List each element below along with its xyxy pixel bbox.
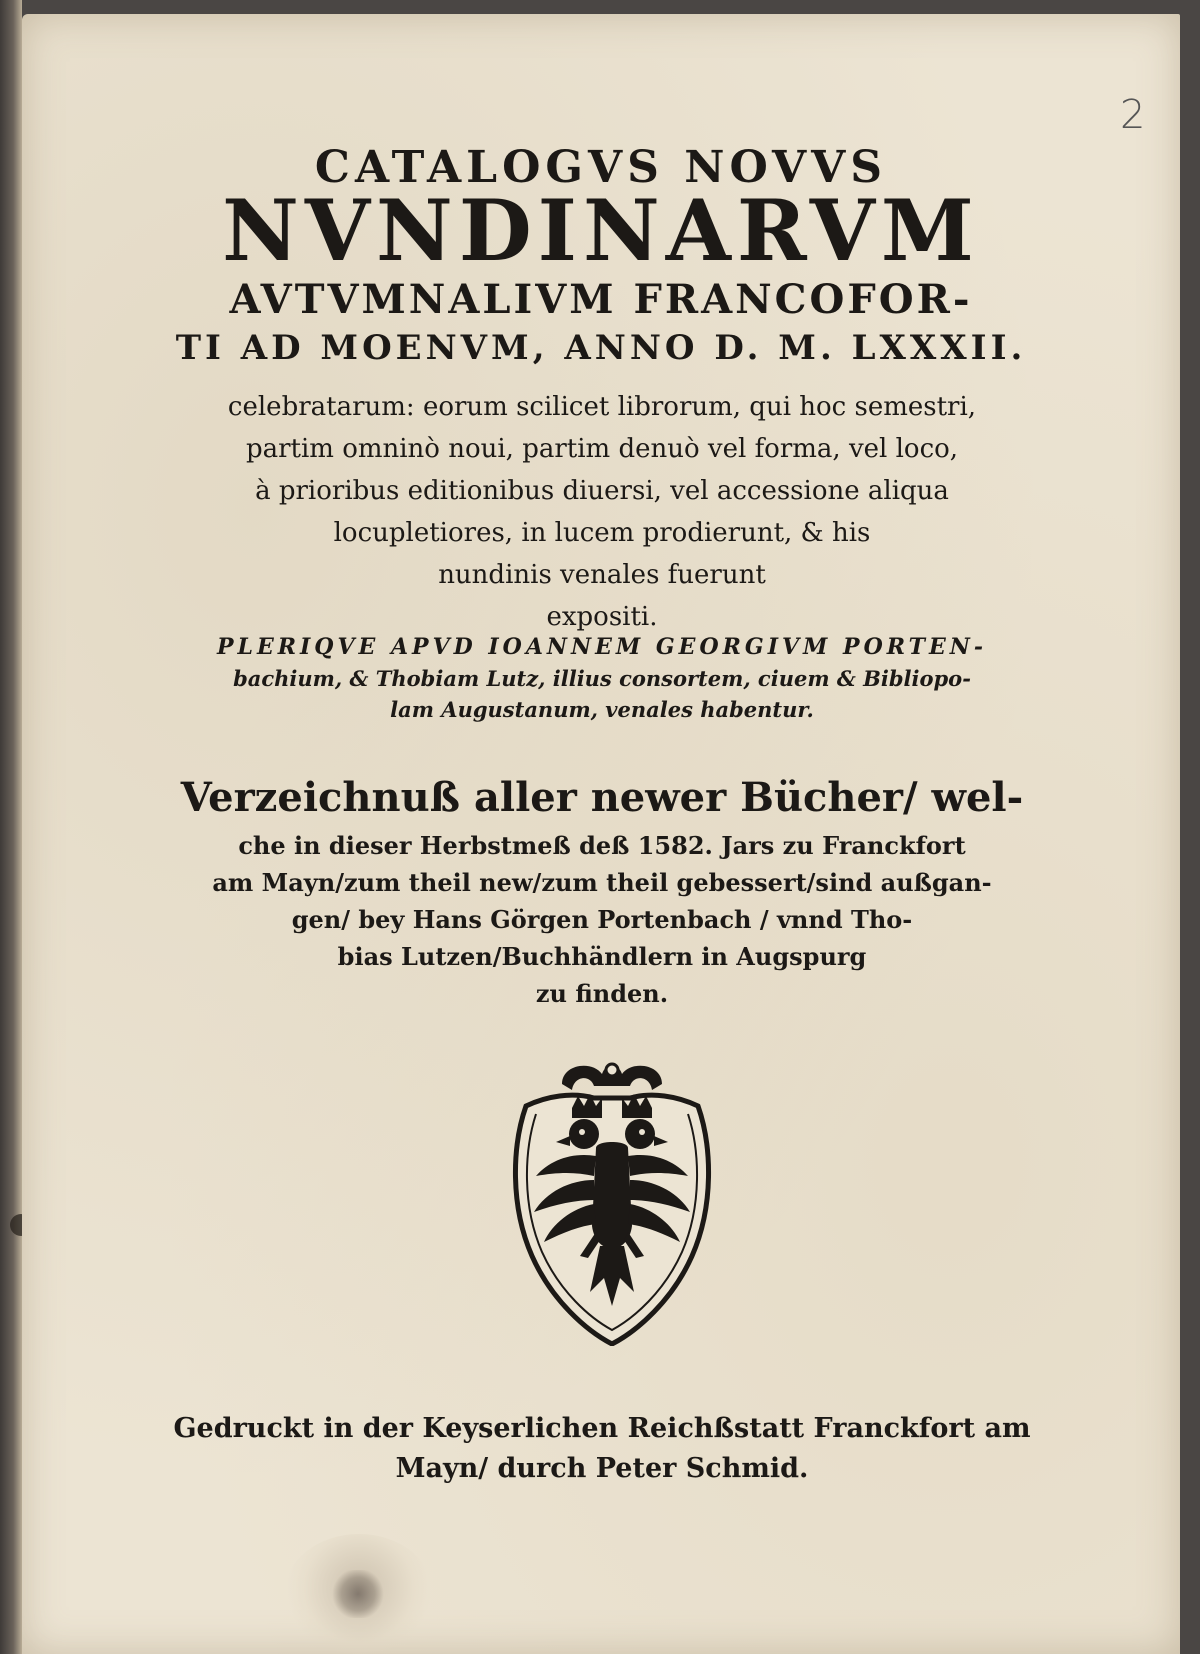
german-line: che in dieser Herbstmeß deß 1582. Jars zu Franckfort [238,831,966,860]
latin-line: locupletiores, in lucem prodierunt, & his [333,518,871,548]
latin-imprint [162,632,1042,725]
latin-line: celebratarum: eorum scilicet librorum, qui hoc semestri, [227,392,977,422]
german-line: bias Lutzen/Buchhändlern in Augspurg [337,942,867,971]
title-line-2: NVNDINARVM [222,181,980,280]
latin-line: nundinis venales fuerunt [438,560,766,590]
latin-line: expositi. [546,602,658,632]
book-page [22,14,1180,1654]
stamp-mark [330,1570,386,1618]
double-headed-eagle-shield-icon [492,1056,732,1346]
imprint-line: lam Augustanum, venales habentur. [390,697,814,722]
german-description [152,769,1052,1012]
imprint-line: bachium, & Thobiam Lutz, illius consortem, ciuem & Bibliopo- [233,666,971,691]
german-line: gen/ bey Hans Görgen Portenbach / vnnd Tho- [291,905,913,934]
title-line-3: AVTVMNALIVM FRANCOFOR- [229,276,973,323]
imprint-line: PLERIQVE APVD IOANNEM GEORGIVM PORTEN- [216,634,988,660]
title-line-1: CATALOGVS NOVVS [314,142,888,193]
title-line-4: TI AD MOENVM, ANNO D. M. LXXXII. [175,328,1027,368]
german-line: Verzeichnuß aller newer Bücher/ wel- [180,774,1024,821]
folio-number: 2 [1120,92,1146,138]
german-line: am Mayn/zum theil new/zum theil gebessert/sind außgan- [212,868,992,897]
latin-line: partim omninò noui, partim denuò vel forma, vel loco, [245,434,959,464]
german-line: zu finden. [535,979,669,1008]
latin-description [152,386,1052,638]
printer-line: Mayn/ durch Peter Schmid. [395,1453,809,1484]
latin-line: à prioribus editionibus diuersi, vel accessione aliqua [255,476,949,506]
scanner-background [0,0,22,1654]
printer-line: Gedruckt in der Keyserlichen Reichßstatt Franckfort am [173,1413,1031,1444]
printer-colophon [162,1409,1042,1489]
library-stamp-icon [284,1534,434,1654]
